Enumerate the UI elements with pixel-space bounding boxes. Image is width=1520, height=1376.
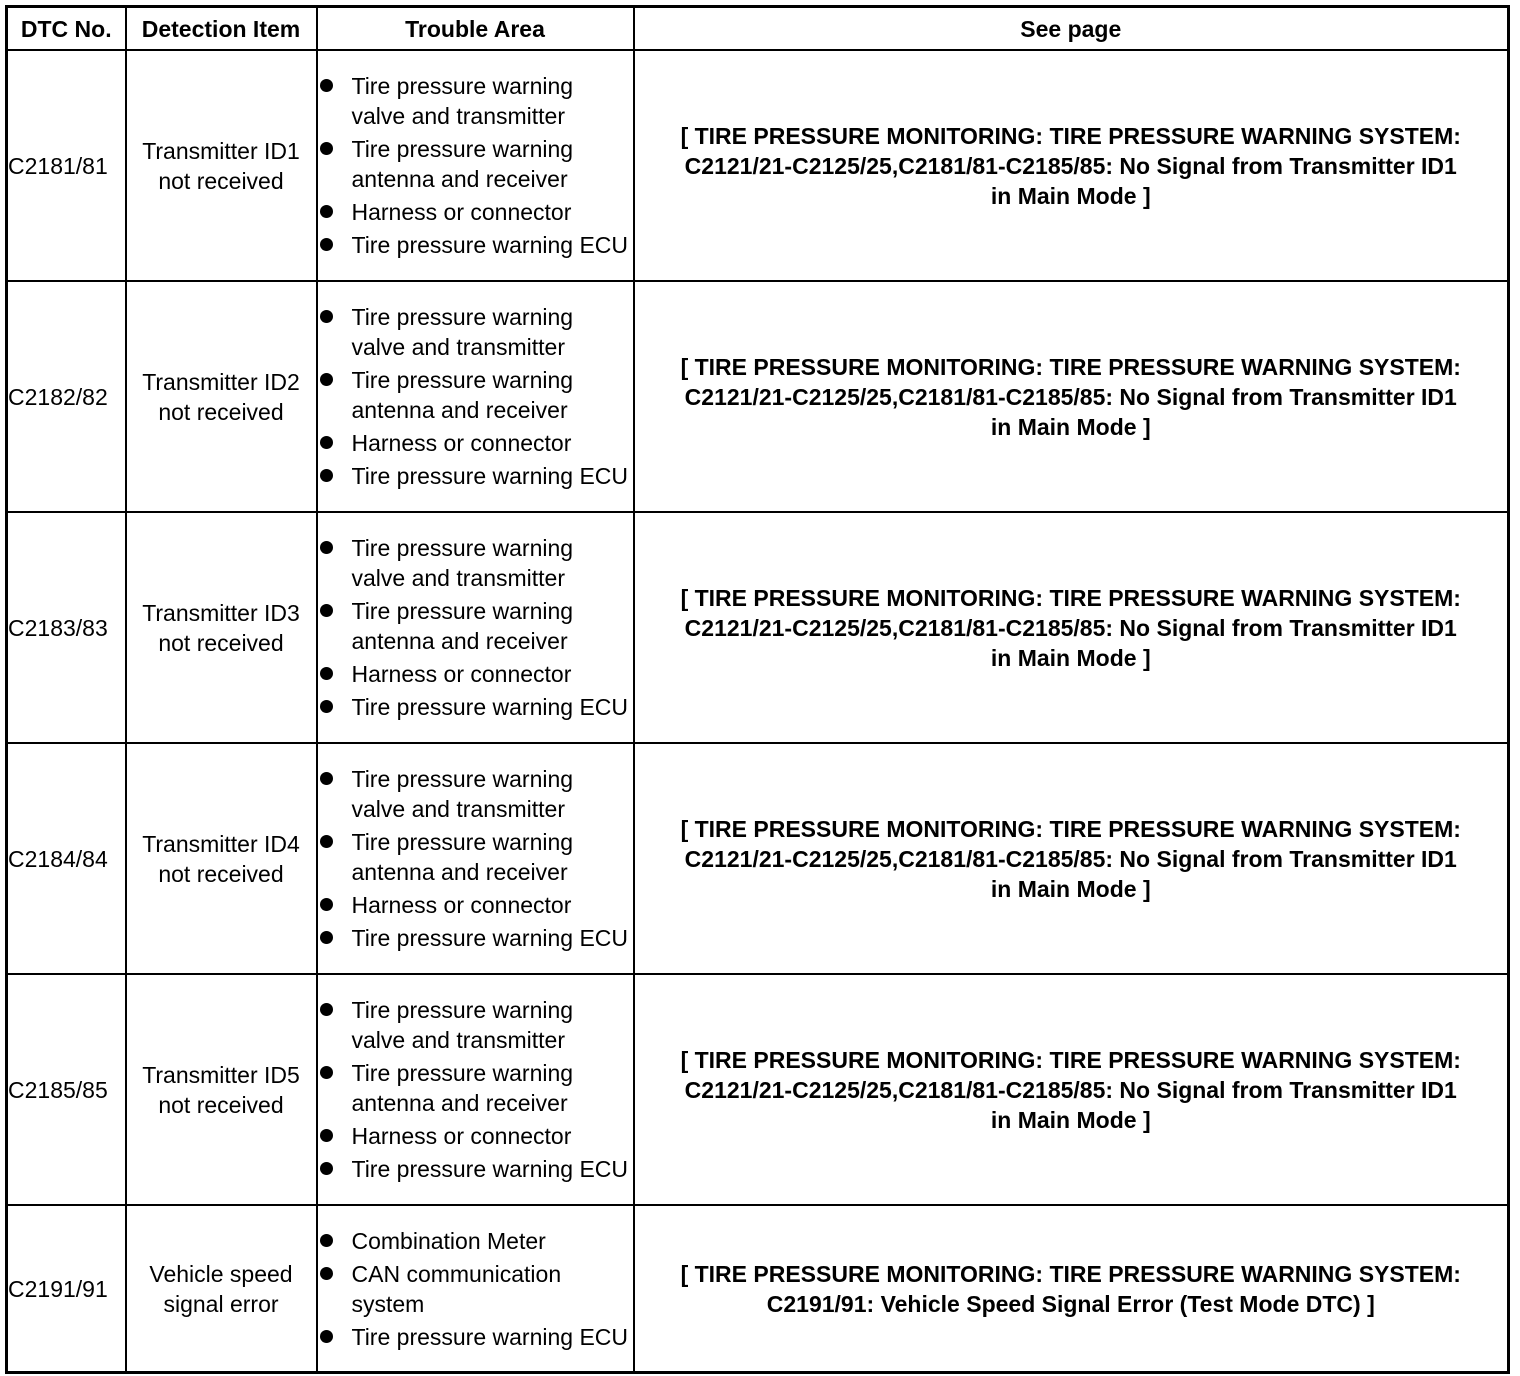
trouble-area-list xyxy=(318,302,633,491)
trouble-area xyxy=(317,512,634,743)
trouble-area-item: Tire pressure warning valve and transmitter xyxy=(318,995,633,1055)
detection-line: Transmitter ID4 xyxy=(142,830,300,857)
trouble-area-item: Harness or connector xyxy=(318,428,633,458)
header-see-page: See page xyxy=(634,7,1509,51)
see-page-line: [ TIRE PRESSURE MONITORING: TIRE PRESSURE WARNING SYSTEM: xyxy=(680,815,1461,842)
trouble-area-item: Harness or connector xyxy=(318,1121,633,1151)
detection-line: signal error xyxy=(163,1290,279,1317)
see-page-line: C2121/21-C2125/25,C2181/81-C2185/85: No Signal from Transmitter ID1 xyxy=(684,383,1457,410)
trouble-area-item: Tire pressure warning antenna and receiver xyxy=(318,596,633,656)
header-dtc-no: DTC No. xyxy=(7,7,126,51)
see-page-line: C2121/21-C2125/25,C2181/81-C2185/85: No Signal from Transmitter ID1 xyxy=(684,845,1457,872)
see-page-line: in Main Mode ] xyxy=(990,1106,1151,1133)
see-page-line: in Main Mode ] xyxy=(990,182,1151,209)
dtc-code: C2184/84 xyxy=(7,743,126,974)
detection-item xyxy=(126,281,317,512)
see-page-line: C2121/21-C2125/25,C2181/81-C2185/85: No Signal from Transmitter ID1 xyxy=(684,614,1457,641)
see-page-line: [ TIRE PRESSURE MONITORING: TIRE PRESSURE WARNING SYSTEM: xyxy=(680,584,1461,611)
see-page-line: in Main Mode ] xyxy=(990,875,1151,902)
detection-line: Transmitter ID3 xyxy=(142,599,300,626)
trouble-area-item: CAN communication system xyxy=(318,1259,633,1319)
trouble-area-list xyxy=(318,1226,633,1352)
detection-item xyxy=(126,1205,317,1373)
dtc-code: C2182/82 xyxy=(7,281,126,512)
see-page-line: C2191/91: Vehicle Speed Signal Error (Test Mode DTC) ] xyxy=(766,1290,1375,1317)
see-page-link[interactable] xyxy=(634,743,1509,974)
trouble-area-item: Tire pressure warning antenna and receiver xyxy=(318,1058,633,1118)
trouble-area-item: Harness or connector xyxy=(318,890,633,920)
trouble-area-list xyxy=(318,71,633,260)
detection-item xyxy=(126,974,317,1205)
detection-line: not received xyxy=(158,1091,284,1118)
trouble-area xyxy=(317,281,634,512)
trouble-area-item: Tire pressure warning antenna and receiver xyxy=(318,365,633,425)
detection-line: Vehicle speed xyxy=(149,1260,293,1287)
see-page-line: [ TIRE PRESSURE MONITORING: TIRE PRESSURE WARNING SYSTEM: xyxy=(680,122,1461,149)
see-page-line: C2121/21-C2125/25,C2181/81-C2185/85: No Signal from Transmitter ID1 xyxy=(684,1076,1457,1103)
table-row xyxy=(7,281,1509,512)
header-detection-item: Detection Item xyxy=(126,7,317,51)
see-page-line: in Main Mode ] xyxy=(990,644,1151,671)
trouble-area-list xyxy=(318,764,633,953)
header-row xyxy=(7,7,1509,51)
see-page-line: [ TIRE PRESSURE MONITORING: TIRE PRESSURE WARNING SYSTEM: xyxy=(680,353,1461,380)
detection-line: not received xyxy=(158,167,284,194)
trouble-area xyxy=(317,1205,634,1373)
trouble-area-item: Tire pressure warning ECU xyxy=(318,230,633,260)
trouble-area xyxy=(317,974,634,1205)
table-row xyxy=(7,50,1509,281)
trouble-area-item: Tire pressure warning ECU xyxy=(318,692,633,722)
trouble-area-item: Tire pressure warning ECU xyxy=(318,1322,633,1352)
trouble-area-item: Tire pressure warning ECU xyxy=(318,461,633,491)
see-page-link[interactable] xyxy=(634,512,1509,743)
dtc-code: C2181/81 xyxy=(7,50,126,281)
trouble-area-list xyxy=(318,995,633,1184)
table-row xyxy=(7,974,1509,1205)
detection-line: not received xyxy=(158,629,284,656)
see-page-line: in Main Mode ] xyxy=(990,413,1151,440)
table-row xyxy=(7,743,1509,974)
trouble-area-item: Harness or connector xyxy=(318,197,633,227)
dtc-code: C2191/91 xyxy=(7,1205,126,1373)
header-trouble-area: Trouble Area xyxy=(317,7,634,51)
trouble-area-item: Tire pressure warning valve and transmitter xyxy=(318,533,633,593)
trouble-area xyxy=(317,50,634,281)
detection-item xyxy=(126,50,317,281)
dtc-table xyxy=(5,5,1510,1374)
detection-line: not received xyxy=(158,860,284,887)
see-page-line: [ TIRE PRESSURE MONITORING: TIRE PRESSURE WARNING SYSTEM: xyxy=(680,1260,1461,1287)
trouble-area xyxy=(317,743,634,974)
trouble-area-item: Tire pressure warning valve and transmitter xyxy=(318,71,633,131)
dtc-code: C2185/85 xyxy=(7,974,126,1205)
see-page-link[interactable] xyxy=(634,50,1509,281)
trouble-area-item: Tire pressure warning ECU xyxy=(318,923,633,953)
see-page-link[interactable] xyxy=(634,1205,1509,1373)
dtc-code: C2183/83 xyxy=(7,512,126,743)
trouble-area-item: Tire pressure warning valve and transmitter xyxy=(318,764,633,824)
detection-item xyxy=(126,743,317,974)
detection-line: Transmitter ID5 xyxy=(142,1061,300,1088)
trouble-area-item: Tire pressure warning valve and transmitter xyxy=(318,302,633,362)
trouble-area-item: Harness or connector xyxy=(318,659,633,689)
detection-item xyxy=(126,512,317,743)
see-page-line: C2121/21-C2125/25,C2181/81-C2185/85: No Signal from Transmitter ID1 xyxy=(684,152,1457,179)
trouble-area-item: Combination Meter xyxy=(318,1226,633,1256)
see-page-link[interactable] xyxy=(634,974,1509,1205)
detection-line: not received xyxy=(158,398,284,425)
see-page-line: [ TIRE PRESSURE MONITORING: TIRE PRESSURE WARNING SYSTEM: xyxy=(680,1046,1461,1073)
table-row xyxy=(7,1205,1509,1373)
table-row xyxy=(7,512,1509,743)
detection-line: Transmitter ID1 xyxy=(142,137,300,164)
see-page-link[interactable] xyxy=(634,281,1509,512)
detection-line: Transmitter ID2 xyxy=(142,368,300,395)
trouble-area-item: Tire pressure warning ECU xyxy=(318,1154,633,1184)
trouble-area-item: Tire pressure warning antenna and receiver xyxy=(318,827,633,887)
trouble-area-item: Tire pressure warning antenna and receiver xyxy=(318,134,633,194)
trouble-area-list xyxy=(318,533,633,722)
